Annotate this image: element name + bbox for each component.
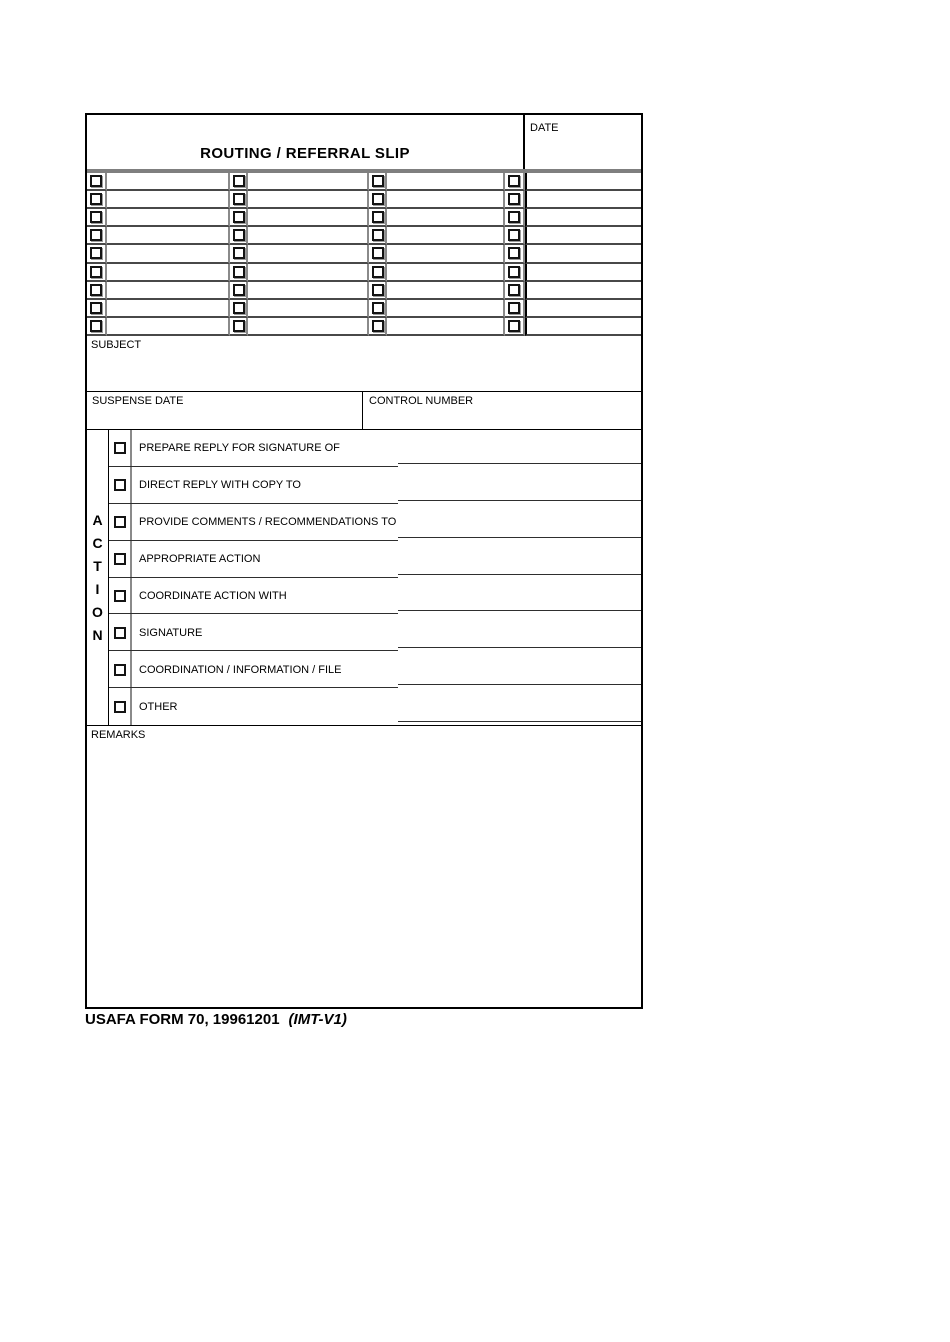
checkbox-icon[interactable] [372, 247, 384, 259]
checkbox-icon[interactable] [233, 302, 245, 314]
checkbox-icon[interactable] [372, 175, 384, 187]
routing-grid-name-cell[interactable] [107, 191, 230, 209]
form-title: ROUTING / REFERRAL SLIP [200, 145, 410, 162]
routing-grid-checkbox-cell[interactable] [230, 318, 248, 336]
action-vertical-label [87, 430, 109, 725]
routing-grid-name-cell[interactable] [387, 173, 505, 191]
routing-grid-name-cell[interactable] [387, 318, 505, 336]
routing-grid-name-cell[interactable] [248, 300, 369, 318]
form-footer [85, 1011, 347, 1028]
checkbox-icon[interactable] [233, 175, 245, 187]
action-checkbox-cell[interactable] [109, 627, 130, 639]
routing-grid-checkbox-cell[interactable] [505, 173, 525, 191]
checkbox-icon[interactable] [372, 284, 384, 296]
action-fill-line[interactable] [398, 610, 641, 611]
checkbox-icon[interactable] [372, 211, 384, 223]
checkbox-icon[interactable] [233, 320, 245, 332]
action-row [109, 651, 641, 688]
routing-grid-date-cell[interactable] [525, 300, 641, 318]
routing-grid-checkbox-cell[interactable] [369, 191, 387, 209]
action-fill-line[interactable] [398, 500, 641, 501]
routing-grid-date-cell[interactable] [525, 227, 641, 245]
checkbox-icon[interactable] [90, 247, 102, 259]
checkbox-icon[interactable] [90, 193, 102, 205]
routing-grid-name-cell[interactable] [107, 300, 230, 318]
checkbox-icon[interactable] [372, 229, 384, 241]
routing-grid-name-cell[interactable] [107, 282, 230, 300]
form-header [87, 115, 641, 169]
routing-grid-checkbox-cell[interactable] [230, 191, 248, 209]
routing-grid-checkbox-cell[interactable] [369, 173, 387, 191]
action-row [109, 578, 641, 615]
routing-grid-checkbox-cell[interactable] [505, 209, 525, 227]
routing-grid-checkbox-cell[interactable] [230, 173, 248, 191]
subject-label: SUBJECT [91, 339, 142, 351]
action-letter: N [92, 627, 103, 643]
checkbox-icon[interactable] [233, 284, 245, 296]
routing-grid-date-cell[interactable] [525, 209, 641, 227]
checkbox-icon[interactable] [233, 266, 245, 278]
routing-grid-checkbox-cell[interactable] [87, 209, 107, 227]
suspense-date-input-area[interactable] [92, 407, 357, 426]
routing-grid-name-cell[interactable] [387, 300, 505, 318]
routing-grid-checkbox-cell[interactable] [87, 282, 107, 300]
checkbox-icon[interactable] [508, 247, 520, 259]
checkbox-icon[interactable] [90, 320, 102, 332]
routing-grid-checkbox-cell[interactable] [505, 264, 525, 282]
date-header-cell[interactable] [525, 115, 641, 169]
action-fill-line[interactable] [398, 537, 641, 538]
action-checkbox-icon[interactable] [114, 553, 126, 565]
routing-grid-name-cell[interactable] [107, 173, 230, 191]
action-fill-line[interactable] [398, 684, 641, 685]
action-fill-line[interactable] [398, 463, 641, 464]
action-checkbox-cell[interactable] [109, 516, 130, 528]
routing-grid-name-cell[interactable] [248, 191, 369, 209]
routing-grid-name-cell[interactable] [248, 264, 369, 282]
routing-grid-name-cell[interactable] [387, 191, 505, 209]
action-checkbox-cell[interactable] [109, 664, 130, 676]
checkbox-icon[interactable] [233, 211, 245, 223]
action-row [109, 430, 641, 467]
control-number-cell [363, 392, 641, 429]
routing-grid-date-cell[interactable] [525, 282, 641, 300]
action-checkbox-icon[interactable] [114, 590, 126, 602]
subject-section [87, 336, 641, 391]
checkbox-icon[interactable] [90, 302, 102, 314]
action-checkbox-cell[interactable] [109, 479, 130, 491]
routing-grid-checkbox-cell[interactable] [87, 300, 107, 318]
action-checkbox-cell[interactable] [109, 553, 130, 565]
action-checkbox-cell[interactable] [109, 701, 130, 713]
action-item-label: COORDINATION / INFORMATION / FILE [139, 663, 342, 676]
remarks-section [87, 725, 641, 1007]
checkbox-icon[interactable] [372, 302, 384, 314]
checkbox-icon[interactable] [233, 193, 245, 205]
form-id-text: USAFA FORM 70, 19961201 [85, 1011, 280, 1028]
remarks-input-area[interactable] [91, 741, 637, 1004]
action-fill-line[interactable] [398, 647, 641, 648]
routing-grid-checkbox-cell[interactable] [369, 264, 387, 282]
checkbox-icon[interactable] [508, 284, 520, 296]
routing-grid-name-cell[interactable] [248, 209, 369, 227]
action-section [87, 429, 641, 725]
routing-grid-date-cell[interactable] [525, 191, 641, 209]
remarks-label: REMARKS [91, 729, 146, 741]
checkbox-icon[interactable] [508, 320, 520, 332]
routing-grid-name-cell[interactable] [107, 227, 230, 245]
action-letter: A [92, 512, 103, 528]
routing-grid-checkbox-cell[interactable] [505, 282, 525, 300]
checkbox-icon[interactable] [508, 266, 520, 278]
suspense-date-label: SUSPENSE DATE [92, 395, 184, 407]
routing-grid-checkbox-cell[interactable] [87, 245, 107, 263]
checkbox-icon[interactable] [372, 193, 384, 205]
routing-grid-checkbox-cell[interactable] [369, 227, 387, 245]
routing-grid-checkbox-cell[interactable] [230, 300, 248, 318]
routing-grid-name-cell[interactable] [107, 264, 230, 282]
action-letter: O [92, 604, 103, 620]
action-item-label: PREPARE REPLY FOR SIGNATURE OF [139, 442, 340, 455]
routing-grid-checkbox-cell[interactable] [230, 264, 248, 282]
routing-grid-checkbox-cell[interactable] [369, 300, 387, 318]
checkbox-icon[interactable] [90, 266, 102, 278]
routing-grid-name-cell[interactable] [387, 209, 505, 227]
subject-input-area[interactable] [91, 351, 637, 388]
routing-grid-checkbox-cell[interactable] [87, 264, 107, 282]
checkbox-icon[interactable] [372, 266, 384, 278]
action-fill-line[interactable] [398, 574, 641, 575]
routing-grid-checkbox-cell[interactable] [505, 191, 525, 209]
action-item-label: APPROPRIATE ACTION [139, 553, 261, 566]
checkbox-icon[interactable] [90, 284, 102, 296]
suspense-control-row [87, 391, 641, 429]
action-letter: I [95, 581, 100, 597]
routing-grid-checkbox-cell[interactable] [505, 245, 525, 263]
action-row [109, 688, 641, 725]
checkbox-icon[interactable] [90, 229, 102, 241]
action-row [109, 467, 641, 504]
control-number-input-area[interactable] [369, 407, 635, 426]
routing-referral-form [85, 113, 643, 1009]
routing-grid-name-cell[interactable] [107, 318, 230, 336]
routing-grid-checkbox-cell[interactable] [369, 318, 387, 336]
checkbox-icon[interactable] [90, 175, 102, 187]
action-checkbox-icon[interactable] [114, 664, 126, 676]
action-letter: C [92, 535, 103, 551]
action-checkbox-cell[interactable] [109, 590, 130, 602]
action-letter: T [93, 558, 102, 574]
routing-grid-checkbox-cell[interactable] [505, 227, 525, 245]
date-label: DATE [530, 122, 559, 134]
routing-grid-name-cell[interactable] [387, 264, 505, 282]
routing-grid-checkbox-cell[interactable] [230, 245, 248, 263]
routing-grid-checkbox-cell[interactable] [369, 282, 387, 300]
routing-grid-name-cell[interactable] [107, 209, 230, 227]
action-checkbox-icon[interactable] [114, 479, 126, 491]
action-row [109, 504, 641, 541]
checkbox-icon[interactable] [372, 320, 384, 332]
action-checkbox-icon[interactable] [114, 627, 126, 639]
routing-grid-date-cell[interactable] [525, 245, 641, 263]
routing-grid-name-cell[interactable] [248, 282, 369, 300]
form-version-text: (IMT-V1) [288, 1011, 347, 1028]
checkbox-icon[interactable] [233, 229, 245, 241]
action-checkbox-icon[interactable] [114, 701, 126, 713]
routing-grid-name-cell[interactable] [248, 227, 369, 245]
routing-grid-checkbox-cell[interactable] [230, 227, 248, 245]
routing-grid [87, 173, 641, 336]
routing-grid-date-cell[interactable] [525, 264, 641, 282]
routing-grid-date-cell[interactable] [525, 173, 641, 191]
routing-grid-checkbox-cell[interactable] [87, 318, 107, 336]
action-item-label: COORDINATE ACTION WITH [139, 589, 287, 602]
routing-grid-name-cell[interactable] [387, 245, 505, 263]
routing-grid-checkbox-cell[interactable] [505, 300, 525, 318]
checkbox-icon[interactable] [508, 302, 520, 314]
suspense-date-cell [87, 392, 363, 429]
form-title-cell [87, 115, 525, 169]
checkbox-icon[interactable] [90, 211, 102, 223]
routing-grid-checkbox-cell[interactable] [230, 209, 248, 227]
checkbox-icon[interactable] [508, 175, 520, 187]
action-rows [109, 430, 641, 725]
routing-grid-name-cell[interactable] [387, 227, 505, 245]
action-checkbox-icon[interactable] [114, 516, 126, 528]
routing-grid-name-cell[interactable] [107, 245, 230, 263]
checkbox-icon[interactable] [508, 211, 520, 223]
routing-grid-checkbox-cell[interactable] [87, 191, 107, 209]
checkbox-icon[interactable] [508, 193, 520, 205]
action-row [109, 541, 641, 578]
routing-grid-name-cell[interactable] [248, 173, 369, 191]
checkbox-icon[interactable] [233, 247, 245, 259]
action-item-label: SIGNATURE [139, 626, 203, 639]
routing-grid-checkbox-cell[interactable] [87, 173, 107, 191]
routing-grid-name-cell[interactable] [248, 318, 369, 336]
control-number-label: CONTROL NUMBER [369, 395, 474, 407]
routing-grid-checkbox-cell[interactable] [369, 245, 387, 263]
routing-grid-checkbox-cell[interactable] [230, 282, 248, 300]
routing-grid-checkbox-cell[interactable] [87, 227, 107, 245]
action-fill-line[interactable] [398, 721, 641, 722]
routing-grid-date-cell[interactable] [525, 318, 641, 336]
action-item-label: PROVIDE COMMENTS / RECOMMENDATIONS TO [139, 516, 397, 529]
action-checkbox-cell[interactable] [109, 442, 130, 454]
routing-grid-name-cell[interactable] [248, 245, 369, 263]
checkbox-icon[interactable] [508, 229, 520, 241]
routing-grid-checkbox-cell[interactable] [369, 209, 387, 227]
action-checkbox-icon[interactable] [114, 442, 126, 454]
routing-grid-name-cell[interactable] [387, 282, 505, 300]
action-item-label: OTHER [139, 700, 178, 713]
action-item-label: DIRECT REPLY WITH COPY TO [139, 479, 301, 492]
routing-grid-checkbox-cell[interactable] [505, 318, 525, 336]
action-row [109, 614, 641, 651]
